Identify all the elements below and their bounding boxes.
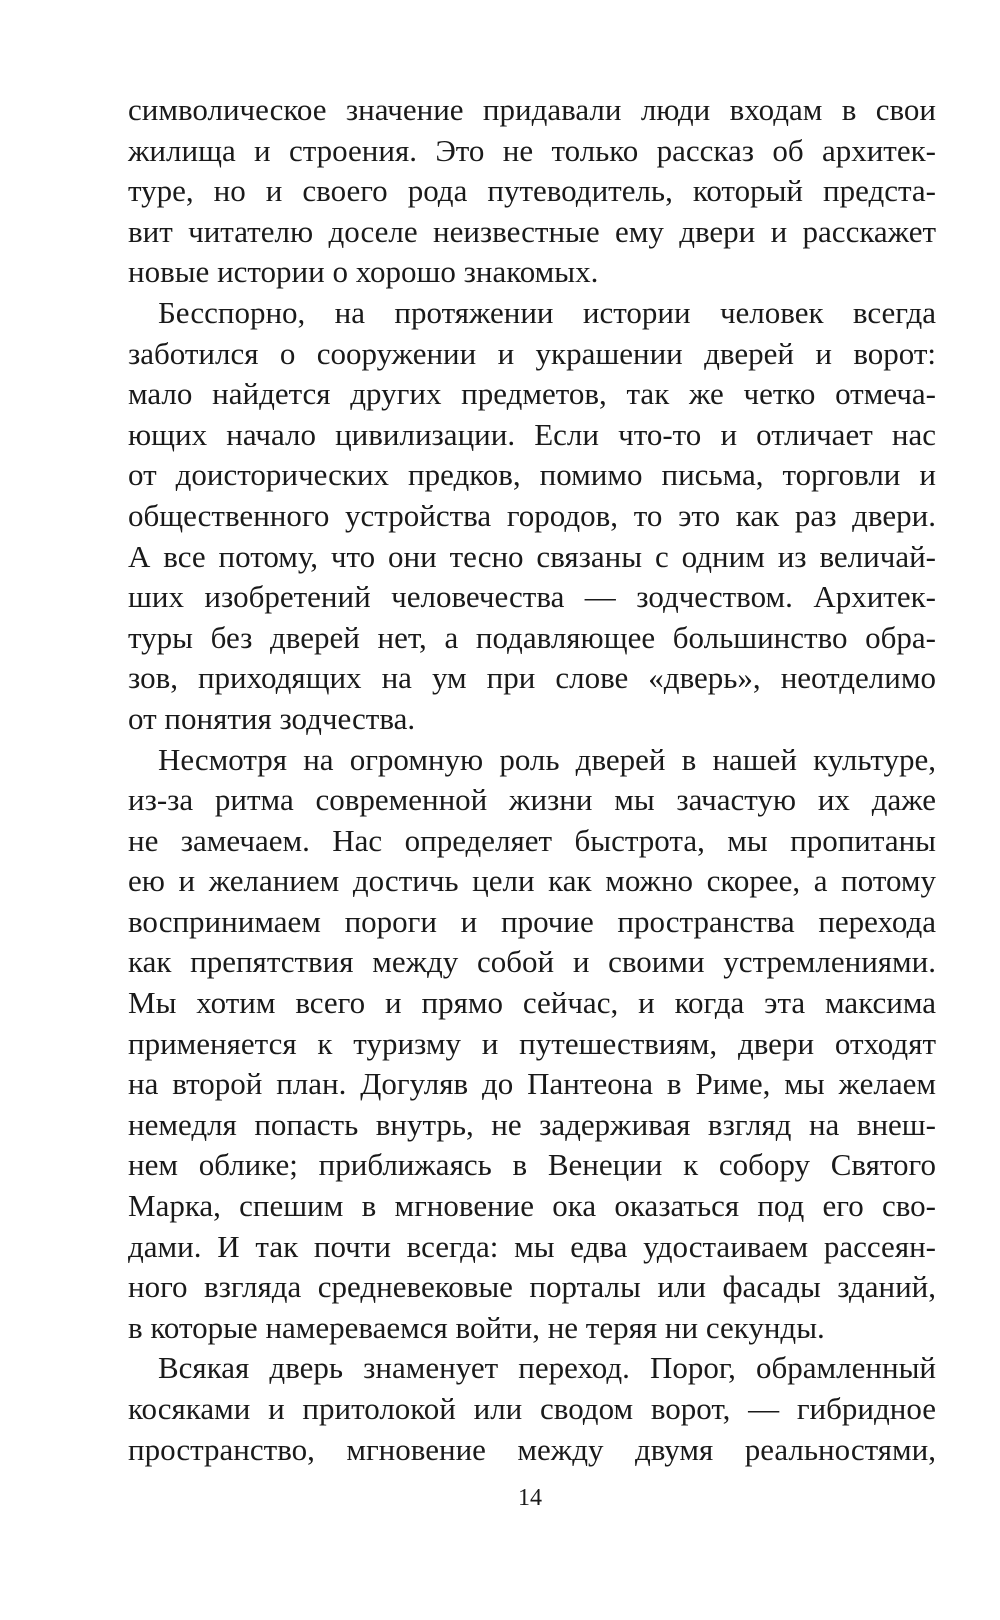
text-line: Несмотря на огромную роль дверей в нашей культуре, <box>158 741 936 777</box>
text-line: новые истории о хорошо знакомых. <box>128 254 599 290</box>
text-line: воспринимаем пороги и прочие пространства перехода <box>128 903 936 939</box>
text-line: символическое значение придавали люди входам в свои <box>128 92 936 127</box>
text-line: нем облике; приближаясь в Венеции к собору Святого <box>128 1147 936 1183</box>
text-line: ющих начало цивилизации. Если что-то и отличает нас <box>128 416 936 452</box>
page-number: 14 <box>518 1485 542 1511</box>
text-line: жилища и строения. Это не только рассказ об архитек- <box>128 132 936 168</box>
text-line: из-за ритма современной жизни мы зачастую их даже <box>128 782 936 818</box>
text-line: ших изобретений человечества — зодчеством. Архитек- <box>128 579 936 615</box>
text-line: туре, но и своего рода путеводитель, который предста- <box>128 173 936 209</box>
text-line: от понятия зодчества. <box>128 700 416 736</box>
text-line: ного взгляда средневековые порталы или фасады зданий, <box>128 1269 936 1305</box>
text-line: туры без дверей нет, а подавляющее большинство обра- <box>128 619 936 655</box>
text-line: зов, приходящих на ум при слове «дверь», неотделимо <box>128 660 936 696</box>
text-line: пространство, мгновение между двумя реальностями, <box>128 1431 936 1467</box>
text-line: ею и желанием достичь цели как можно скорее, а потому <box>128 863 936 899</box>
text-line: вит читателю доселе неизвестные ему двери и расскажет <box>128 213 936 249</box>
text-line: Мы хотим всего и прямо сейчас, и когда эта максима <box>128 985 936 1021</box>
text-line: мало найдется других предметов, так же четко отмеча- <box>128 376 936 412</box>
text-line: на второй план. Догуляв до Пантеона в Риме, мы желаем <box>128 1066 936 1102</box>
text-line: А все потому, что они тесно связаны с одним из величай- <box>128 538 936 574</box>
text-line: общественного устройства городов, то это как раз двери. <box>128 497 936 533</box>
text-line: от доисторических предков, помимо письма, торговли и <box>128 457 936 493</box>
text-line: косяками и притолокой или сводом ворот, — гибридное <box>128 1391 936 1426</box>
text-line: Бесспорно, на протяжении истории человек всегда <box>158 294 936 330</box>
text-line: Марка, спешим в мгновение ока оказаться под его сво- <box>128 1188 936 1224</box>
text-line: не замечаем. Нас определяет быстрота, мы пропитаны <box>128 822 936 858</box>
text-line: заботился о сооружении и украшении дверей и ворот: <box>128 335 936 371</box>
text-line: Всякая дверь знаменует переход. Порог, обрамленный <box>158 1350 936 1386</box>
text-line: как препятствия между собой и своими устремлениями. <box>128 944 936 980</box>
text-line: немедля попасть внутрь, не задерживая взгляд на внеш- <box>128 1106 936 1142</box>
text-line: в которые намереваемся войти, не теряя ни секунды. <box>128 1309 825 1345</box>
text-line: применяется к туризму и путешествиям, двери отходят <box>128 1025 936 1061</box>
body-text <box>128 90 936 1470</box>
text-line: дами. И так почти всегда: мы едва удостаиваем рассеян- <box>128 1228 936 1264</box>
